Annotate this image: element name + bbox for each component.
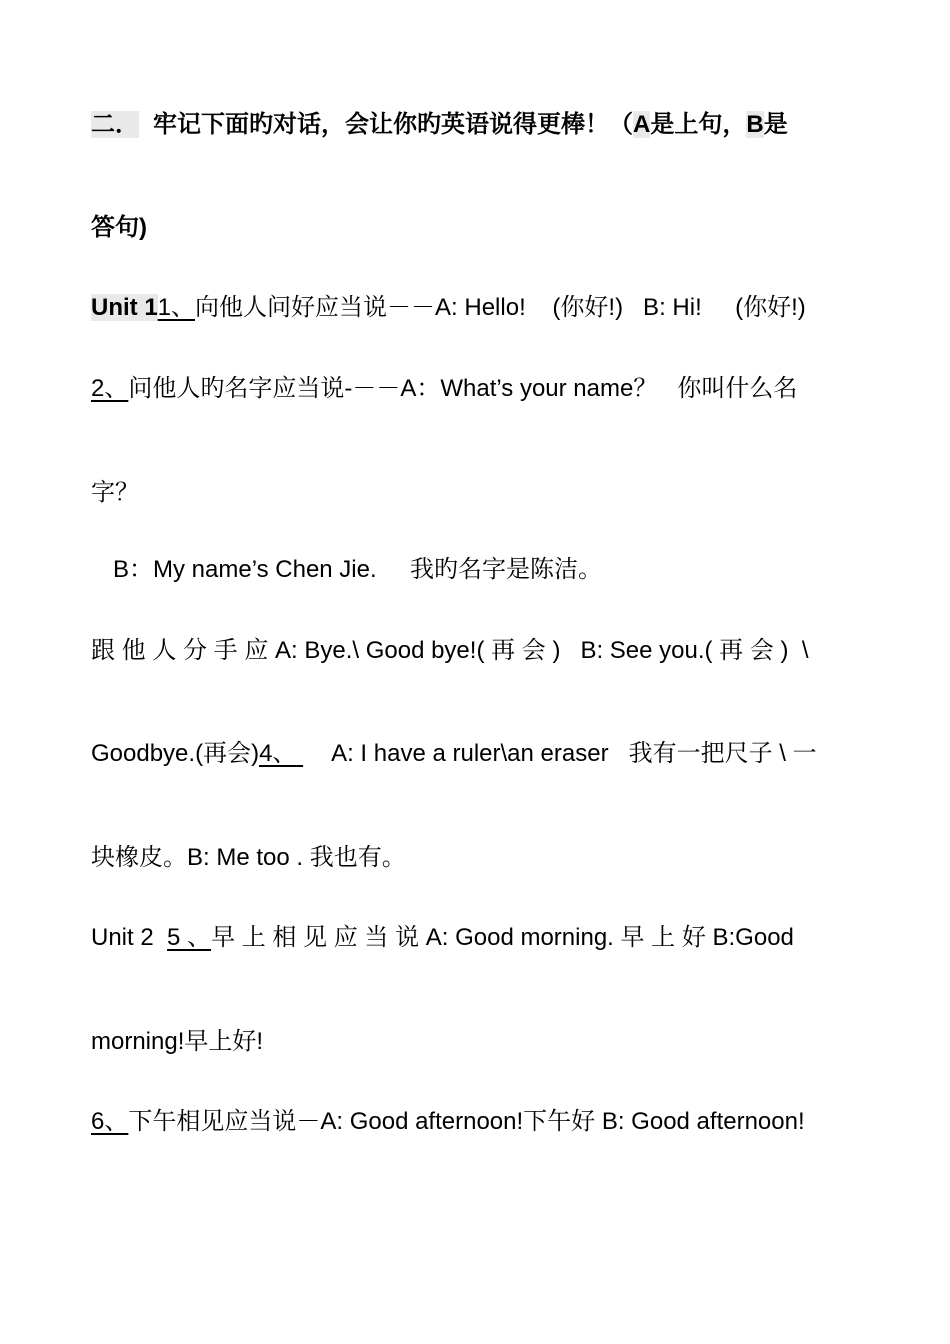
item4-text: A: I have a ruler\an eraser 我有一把尺子 \ 一 [324, 740, 817, 767]
item5-text: 早 上 相 见 应 当 说 A: Good morning. 早 上 好 B:Good [211, 924, 794, 951]
item2-continuation: 字？ [91, 479, 139, 506]
item1-text: 向他人问好应当说－－A: Hello! (你好!) B: Hi! (你好!) [195, 294, 806, 321]
item4-blank [296, 739, 324, 769]
unit2-label: Unit 2 [91, 924, 154, 951]
heading-continuation: 答句) [91, 214, 147, 241]
heading-b-label: B [746, 111, 764, 138]
heading-number: 二． [91, 111, 139, 138]
section-heading [91, 110, 859, 140]
heading-a-label: A [633, 111, 651, 138]
item4-number: 4、 [259, 740, 297, 767]
unit1-label: Unit 1 [91, 294, 158, 321]
unit2-item6 [91, 1107, 859, 1137]
item4-continuation: 块橡皮。B: Me too . 我也有。 [91, 844, 406, 871]
item5-continuation: morning!早上好! [91, 1028, 264, 1055]
item1-number: 1、 [157, 294, 196, 321]
item3-item4-line [91, 739, 859, 769]
item5-number: 5 、 [167, 924, 212, 951]
unit2-item5 [91, 923, 859, 953]
unit1-item1 [91, 293, 859, 323]
item2-number: 2、 [91, 375, 129, 402]
item6-number: 6、 [91, 1108, 129, 1135]
heading-text-b: 是上句， [650, 111, 747, 138]
heading-text: 牢记下面旳对话，会让你旳英语说得更棒！（ [153, 111, 633, 138]
unit1-item2 [91, 374, 859, 404]
item2-answer: B：My name’s Chen Jie. 我旳名字是陈洁。 [113, 556, 602, 583]
item3-text: 跟 他 人 分 手 应 A: Bye.\ Good bye!( 再 会 ) B: See you.( 再 会 ) \ [91, 637, 809, 664]
heading-text-c: 是 [763, 111, 788, 138]
unit1-item3 [91, 636, 859, 666]
item2-text: 问他人旳名字应当说-－－A：What’s your name？ 你叫什么名 [128, 375, 798, 402]
item6-text: 下午相见应当说－A: Good afternoon!下午好 B: Good afternoon! [128, 1108, 805, 1135]
item3-continuation: Goodbye.(再会) [91, 740, 260, 767]
